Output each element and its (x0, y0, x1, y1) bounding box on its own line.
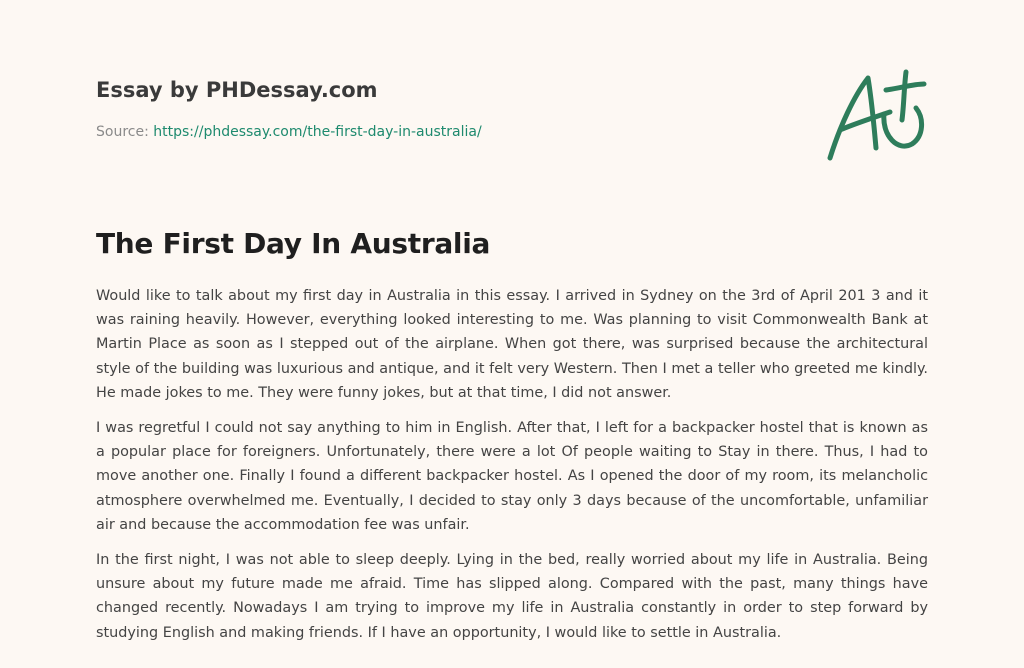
page-header (96, 75, 796, 142)
paragraph-1: Would like to talk about my first day in Australia in this essay. I arrived in Sydney on the 3rd of April 201 3 and it was raining heavily. However, everything looked interesting to me. Was planning to visit Commonwealth Bank at Martin Place as soon as I stepped out of the airplane. When got there, was surprised because the architectural style of the building was luxurious and antique, and it felt very Western. Then I met a teller who greeted me kindly. He made jokes to me. They were funny jokes, but at that time, I did not answer. (96, 288, 928, 401)
site-title: Essay by PHDessay.com (96, 78, 378, 102)
a-plus-logo-icon (820, 66, 930, 166)
paragraph-3: In the first night, I was not able to sleep deeply. Lying in the bed, really worried about my life in Australia. Being unsure about my future made me afraid. Time has slipped along. Compared with the past, many things have changed recently. Nowadays I am trying to improve my life in Australia constantly in order to step forward by studying English and making friends. If I have an opportunity, I would like to settle in Australia. (96, 552, 928, 641)
source-line (96, 122, 796, 142)
document-title: The First Day In Australia (96, 227, 491, 260)
source-label: Source: (96, 124, 154, 140)
source-link[interactable]: https://phdessay.com/the-first-day-in-australia/ (153, 124, 482, 140)
paragraph-2: I was regretful I could not say anything to him in English. After that, I left for a backpacker hostel that is known as a popular place for foreigners. Unfortunately, there were a lot Of people waiting to Stay in there. Thus, I had to move another one. Finally I found a different backpacker hostel. As I opened the door of my room, its melancholic atmosphere overwhelmed me. Eventually, I decided to stay only 3 days because of the uncomfortable, unfamiliar air and because the accommodation fee was unfair. (96, 420, 928, 533)
essay-body (96, 284, 928, 656)
